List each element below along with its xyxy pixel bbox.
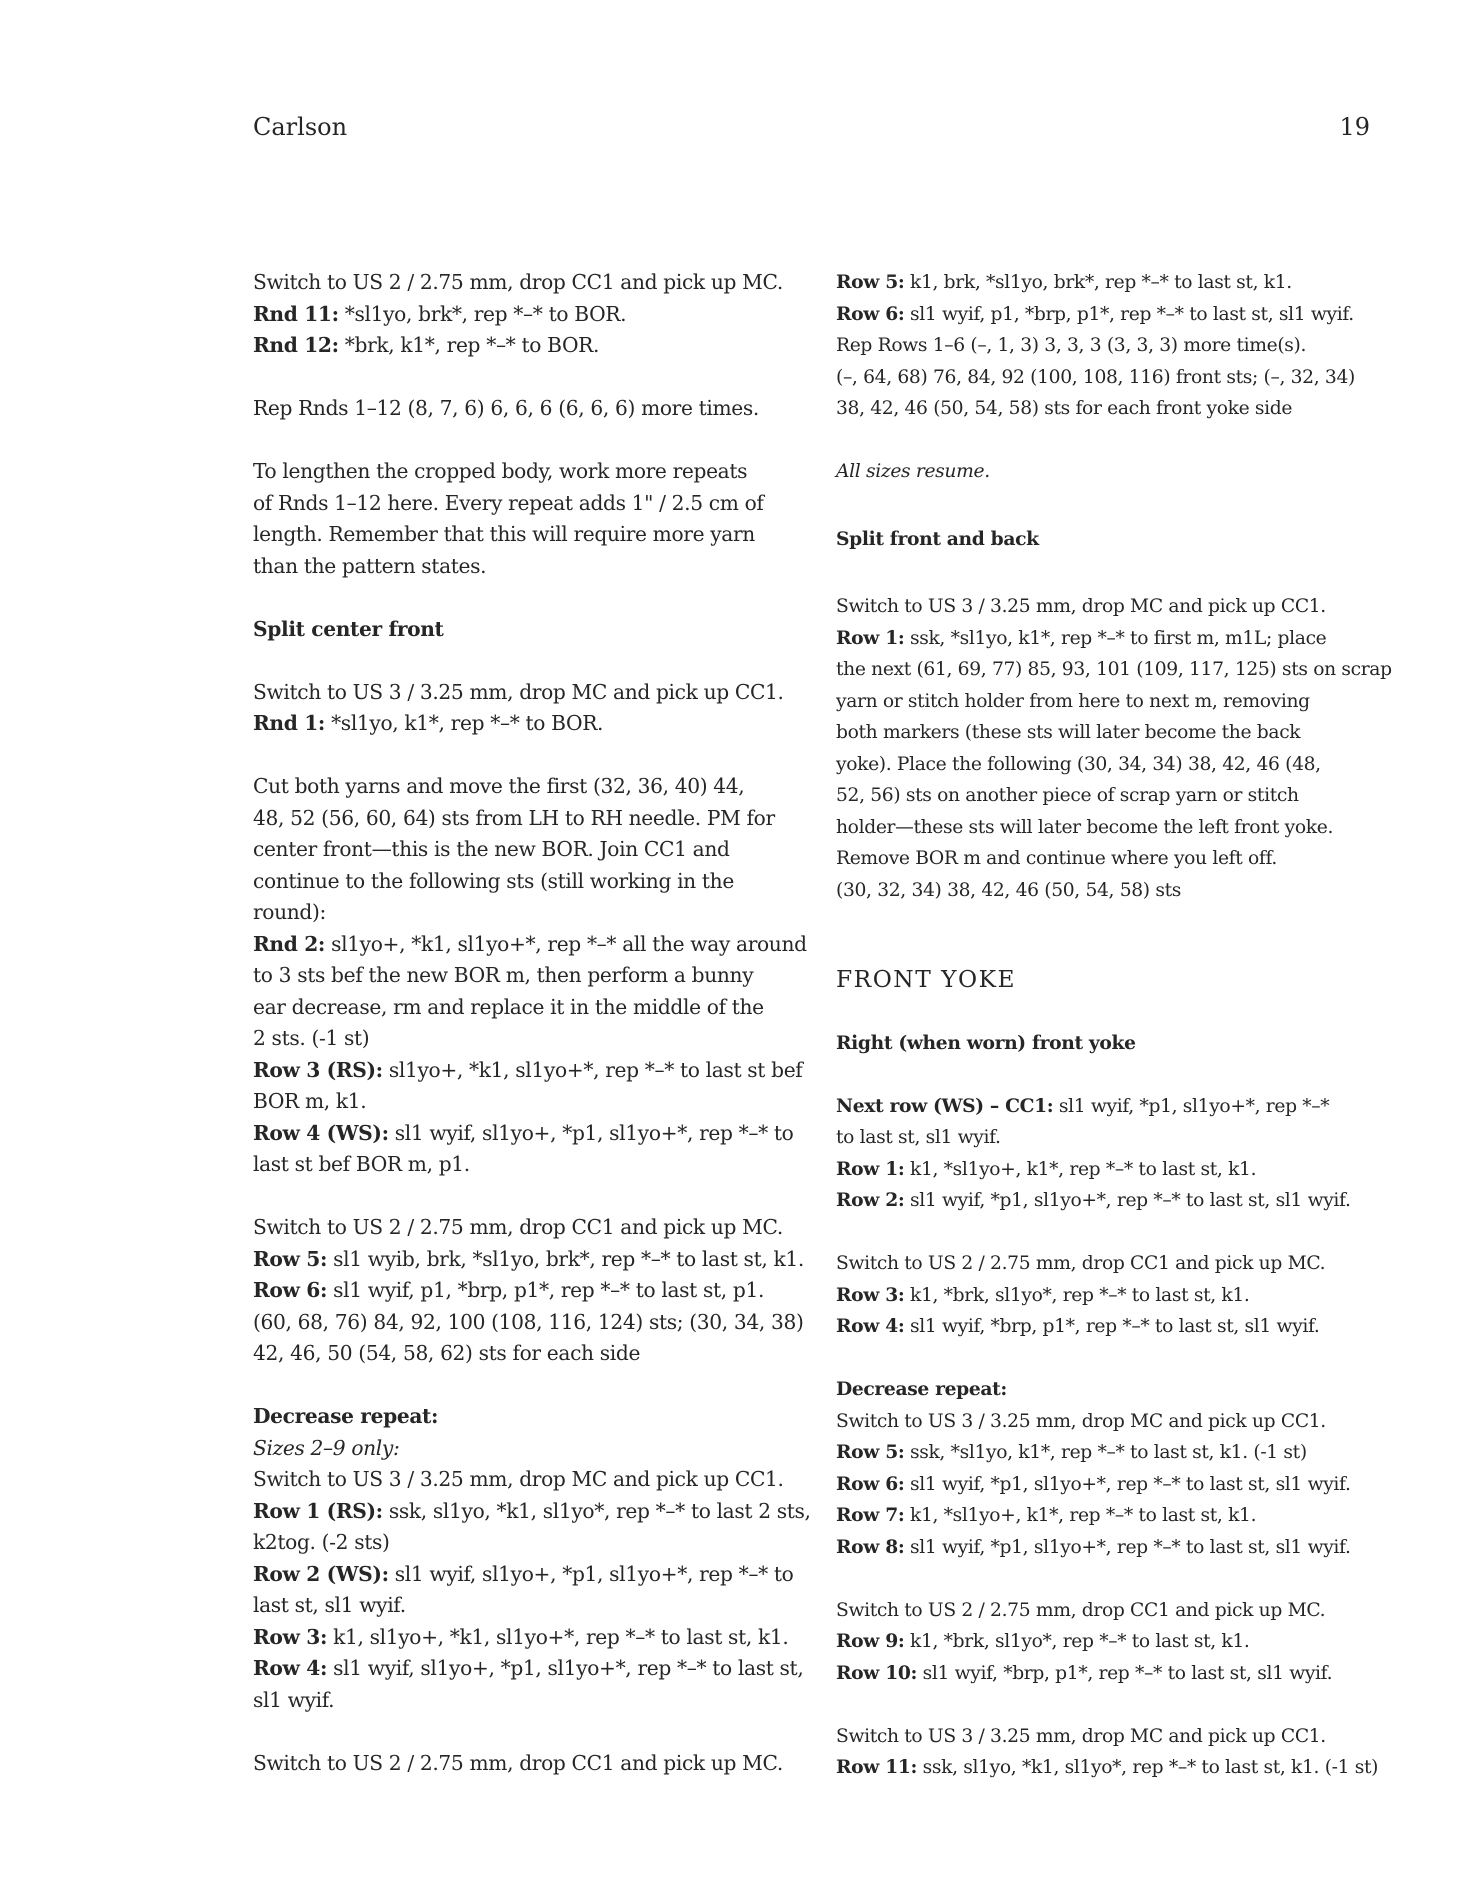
text-line [253, 551, 813, 583]
subsection-heading: Split center front [253, 616, 444, 641]
text-line [253, 834, 813, 866]
row-text: sl1 wyif, p1, *brp, p1*, rep *–* to last st, p1. [327, 1278, 765, 1302]
row-label: Row 10: [836, 1661, 918, 1684]
row-text: ear decrease, rm and replace it in the middle of the [253, 994, 764, 1019]
text-line [253, 1086, 813, 1118]
row-label: Row 4: [836, 1315, 905, 1337]
text-line [836, 1406, 1396, 1438]
row-text: sl1 wyif, *brp, p1*, rep *–* to last st, sl1 wyif. [917, 1662, 1333, 1684]
row-text: (–, 64, 68) 76, 84, 92 (100, 108, 116) front sts; (–, 32, 34) [836, 366, 1355, 388]
row-text: *sl1yo, brk*, rep *–* to BOR. [338, 301, 627, 326]
row-text: round): [253, 900, 326, 924]
text-line [836, 1469, 1396, 1501]
text-block [836, 1028, 1396, 1060]
text-line [836, 1154, 1396, 1186]
row-text: Switch to US 2 / 2.75 mm, drop CC1 and pick up MC. [253, 1750, 783, 1775]
row-text: to 3 sts bef the new BOR m, then perform a bunny [253, 963, 754, 987]
row-text: Switch to US 2 / 2.75 mm, drop CC1 and pick up MC. [836, 1599, 1326, 1621]
row-text: to last st, sl1 wyif. [836, 1127, 1001, 1148]
text-block [253, 267, 813, 362]
row-text: (30, 32, 34) 38, 42, 46 (50, 54, 58) sts [836, 879, 1181, 901]
row-text: k1, sl1yo+, *k1, sl1yo+*, rep *–* to last st, k1. [327, 1624, 789, 1649]
row-text: sl1 wyif. [253, 1687, 335, 1712]
subsection-heading: Split front and back [836, 527, 1039, 550]
text-line [836, 654, 1396, 686]
row-text: To lengthen the cropped body, work more repeats [253, 459, 748, 483]
row-text: holder—these sts will later become the left front yoke. [836, 816, 1334, 838]
row-text: ssk, sl1yo, *k1, sl1yo*, rep *–* to last st, k1. (-1 st) [917, 1757, 1379, 1778]
text-line [253, 1527, 813, 1559]
row-text: Cut both yarns and move the first (32, 36, 40) 44, [253, 774, 745, 798]
page-number: 19 [1339, 113, 1370, 141]
row-label: Row 1: [836, 1157, 905, 1180]
text-line [253, 1464, 813, 1496]
row-text: k1, *sl1yo+, k1*, rep *–* to last st, k1. [904, 1158, 1257, 1180]
text-line [836, 1185, 1396, 1217]
text-line [253, 1748, 813, 1780]
row-text: sl1 wyif, *p1, sl1yo+*, rep *–* [1053, 1095, 1330, 1117]
text-line [253, 1685, 813, 1717]
text-line [253, 1590, 813, 1622]
text-line [253, 1307, 813, 1339]
text-line [253, 1023, 813, 1055]
row-label: Row 4 (WS): [253, 1120, 389, 1145]
row-text: sl1 wyif, sl1yo+, *p1, sl1yo+*, rep *–* to [388, 1561, 794, 1586]
row-text: Rep Rnds 1–12 (8, 7, 6) 6, 6, 6 (6, 6, 6) more times. [253, 396, 759, 420]
text-line [253, 330, 813, 362]
row-text: sl1 wyif, sl1yo+, *p1, sl1yo+*, rep *–* to [388, 1120, 794, 1145]
row-text: Switch to US 2 / 2.75 mm, drop CC1 and pick up MC. [253, 270, 783, 294]
row-label: Row 1 (RS): [253, 1498, 383, 1523]
text-line [253, 456, 813, 488]
row-label: Row 2: [836, 1189, 905, 1211]
row-text: continue to the following sts (still working in the [253, 868, 734, 893]
row-label: Row 3 (RS): [253, 1057, 383, 1082]
text-line [836, 1437, 1396, 1469]
text-line [836, 362, 1396, 394]
text-line [836, 1532, 1396, 1564]
row-text: the next (61, 69, 77) 85, 93, 101 (109, 117, 125) sts on scrap [836, 659, 1392, 680]
text-line [836, 1500, 1396, 1532]
text-line [253, 1496, 813, 1528]
text-line [253, 960, 813, 992]
text-block [253, 771, 813, 1181]
text-line [836, 1248, 1396, 1280]
text-line [253, 1118, 813, 1150]
text-line [836, 267, 1396, 299]
text-line [253, 1244, 813, 1276]
row-text: sl1 wyif, *p1, sl1yo+*, rep *–* to last st, sl1 wyif. [904, 1536, 1351, 1558]
text-line [836, 330, 1396, 362]
text-line [836, 1658, 1396, 1690]
row-label: Row 5: [253, 1246, 328, 1271]
row-text: center front—this is the new BOR. Join CC1 and [253, 837, 730, 861]
text-block [253, 677, 813, 740]
italic-note: All sizes resume. [836, 461, 990, 482]
section-heading: FRONT YOKE [836, 966, 1017, 993]
text-line [253, 519, 813, 551]
text-block [253, 614, 813, 646]
text-line [836, 1626, 1396, 1658]
row-label: Row 3: [836, 1283, 905, 1306]
row-text: sl1 wyif, *p1, sl1yo+*, rep *–* to last st, sl1 wyif. [904, 1190, 1351, 1211]
running-header-author: Carlson [253, 113, 348, 141]
text-line [253, 992, 813, 1024]
row-text: of Rnds 1–12 here. Every repeat adds 1" / 2.5 cm of [253, 490, 764, 515]
row-text: *sl1yo, k1*, rep *–* to BOR. [325, 711, 604, 735]
text-line [836, 1311, 1396, 1343]
row-label: Row 5: [836, 271, 905, 293]
left-column [253, 267, 813, 1779]
text-block [836, 1595, 1396, 1690]
text-line [253, 488, 813, 520]
text-block [253, 1212, 813, 1370]
row-text: sl1 wyif, p1, *brp, p1*, rep *–* to last st, sl1 wyif. [904, 303, 1354, 325]
row-label: Row 8: [836, 1535, 905, 1558]
text-line [836, 299, 1396, 331]
row-label: Next row (WS) – CC1: [836, 1094, 1054, 1117]
row-text: *brk, k1*, rep *–* to BOR. [338, 333, 600, 357]
text-line [836, 843, 1396, 875]
row-text: Switch to US 3 / 3.25 mm, drop MC and pick up CC1. [836, 1725, 1326, 1747]
row-text: ssk, sl1yo, *k1, sl1yo*, rep *–* to last 2 sts, [382, 1498, 811, 1523]
row-label: Rnd 2: [253, 931, 325, 956]
text-line [836, 456, 1396, 488]
text-line [253, 677, 813, 709]
row-text: 52, 56) sts on another piece of scrap yarn or stitch [836, 785, 1299, 806]
text-line [253, 1338, 813, 1370]
row-text: Switch to US 3 / 3.25 mm, drop MC and pick up CC1. [253, 1467, 784, 1491]
row-text: 2 sts. (-1 st) [253, 1026, 370, 1050]
row-label: Row 3: [253, 1624, 328, 1649]
text-line [253, 866, 813, 898]
text-line [253, 803, 813, 835]
row-label: Decrease repeat: [253, 1404, 439, 1428]
text-line [253, 1275, 813, 1307]
row-label: Row 2 (WS): [253, 1561, 389, 1586]
text-line [253, 1149, 813, 1181]
row-label: Row 9: [836, 1630, 905, 1652]
text-block [836, 1248, 1396, 1343]
text-line [253, 299, 813, 331]
row-label: Row 11: [836, 1756, 918, 1778]
text-line [836, 686, 1396, 718]
text-line [836, 1122, 1396, 1154]
text-line [836, 717, 1396, 749]
row-text: length. Remember that this will require more yarn [253, 522, 755, 546]
row-text: sl1 wyif, sl1yo+, *p1, sl1yo+*, rep *–* to last st, [327, 1656, 804, 1680]
row-text: sl1 wyif, *brp, p1*, rep *–* to last st, sl1 wyif. [904, 1316, 1320, 1337]
text-line [253, 393, 813, 425]
text-block [836, 267, 1396, 425]
row-text: k2tog. (-2 sts) [253, 1530, 390, 1554]
text-block [253, 393, 813, 425]
row-label: Row 6: [836, 1472, 905, 1495]
text-line [253, 771, 813, 803]
text-line [253, 897, 813, 929]
row-text: (60, 68, 76) 84, 92, 100 (108, 116, 124) sts; (30, 34, 38) [253, 1309, 804, 1334]
row-text: Rep Rows 1–6 (–, 1, 3) 3, 3, 3 (3, 3, 3) more time(s). [836, 335, 1307, 356]
text-line [253, 1401, 813, 1433]
italic-note: Sizes 2–9 only: [253, 1435, 400, 1460]
text-line [253, 708, 813, 740]
row-label: Row 1: [836, 626, 905, 649]
text-block [836, 1374, 1396, 1563]
text-line [253, 267, 813, 299]
row-text: last st, sl1 wyif. [253, 1593, 406, 1617]
text-block [836, 964, 1396, 996]
text-line [836, 1374, 1396, 1406]
text-line [836, 623, 1396, 655]
row-label: Row 6: [836, 302, 905, 325]
text-line [836, 591, 1396, 623]
text-block [836, 1721, 1396, 1784]
text-block [836, 456, 1396, 488]
text-block [253, 1748, 813, 1780]
text-block [253, 1401, 813, 1716]
row-label: Rnd 11: [253, 301, 339, 326]
row-text: than the pattern states. [253, 553, 487, 578]
text-block [836, 524, 1396, 556]
row-text: both markers (these sts will later become the back [836, 722, 1301, 743]
text-line [253, 1653, 813, 1685]
row-text: k1, *brk, sl1yo*, rep *–* to last st, k1. [904, 1631, 1250, 1652]
row-text: Switch to US 3 / 3.25 mm, drop MC and pick up CC1. [836, 596, 1326, 617]
text-block [836, 1091, 1396, 1217]
text-block [836, 591, 1396, 906]
text-line [836, 780, 1396, 812]
row-text: Switch to US 2 / 2.75 mm, drop CC1 and pick up MC. [836, 1253, 1326, 1274]
row-label: Rnd 1: [253, 711, 325, 735]
row-text: yarn or stitch holder from here to next m, removing [836, 690, 1310, 712]
text-line [836, 875, 1396, 907]
row-text: 48, 52 (56, 60, 64) sts from LH to RH needle. PM for [253, 805, 775, 830]
row-text: Switch to US 2 / 2.75 mm, drop CC1 and pick up MC. [253, 1215, 783, 1239]
row-text: sl1yo+, *k1, sl1yo+*, rep *–* to last st bef [382, 1057, 803, 1082]
row-text: last st bef BOR m, p1. [253, 1152, 470, 1176]
row-text: sl1yo+, *k1, sl1yo+*, rep *–* all the way around [325, 931, 807, 956]
text-line [836, 812, 1396, 844]
row-text: ssk, *sl1yo, k1*, rep *–* to first m, m1L; place [904, 627, 1327, 649]
row-text: sl1 wyib, brk, *sl1yo, brk*, rep *–* to last st, k1. [327, 1246, 804, 1271]
row-label: Row 7: [836, 1504, 905, 1526]
row-text: Switch to US 3 / 3.25 mm, drop MC and pick up CC1. [836, 1410, 1326, 1432]
text-line [253, 1433, 813, 1465]
text-line [253, 1212, 813, 1244]
text-line [253, 1055, 813, 1087]
row-text: ssk, *sl1yo, k1*, rep *–* to last st, k1. (-1 st) [904, 1442, 1307, 1463]
row-text: k1, *sl1yo+, k1*, rep *–* to last st, k1. [904, 1505, 1257, 1526]
text-line [836, 1091, 1396, 1123]
row-label: Row 5: [836, 1441, 905, 1463]
text-line [836, 1595, 1396, 1627]
row-text: k1, *brk, sl1yo*, rep *–* to last st, k1. [904, 1284, 1250, 1306]
row-text: sl1 wyif, *p1, sl1yo+*, rep *–* to last st, sl1 wyif. [904, 1473, 1351, 1495]
text-line [253, 929, 813, 961]
text-line [836, 1280, 1396, 1312]
row-label: Decrease repeat: [836, 1378, 1007, 1400]
row-text: 42, 46, 50 (54, 58, 62) sts for each side [253, 1341, 641, 1365]
row-label: Row 6: [253, 1278, 328, 1302]
row-label: Row 4: [253, 1656, 328, 1680]
text-line [836, 1721, 1396, 1753]
text-line [836, 1752, 1396, 1784]
text-line [836, 393, 1396, 425]
row-label: Rnd 12: [253, 333, 339, 357]
text-line [836, 749, 1396, 781]
row-text: BOR m, k1. [253, 1089, 367, 1113]
text-line [253, 1559, 813, 1591]
text-line [253, 1622, 813, 1654]
row-text: Switch to US 3 / 3.25 mm, drop MC and pick up CC1. [253, 679, 784, 704]
right-column [836, 267, 1396, 1784]
subsection-heading: Right (when worn) front yoke [836, 1031, 1136, 1054]
row-text: k1, brk, *sl1yo, brk*, rep *–* to last st, k1. [904, 272, 1292, 293]
row-text: yoke). Place the following (30, 34, 34) 38, 42, 46 (48, [836, 753, 1321, 775]
row-text: Remove BOR m and continue where you left off. [836, 848, 1277, 869]
text-block [253, 456, 813, 582]
row-text: 38, 42, 46 (50, 54, 58) sts for each front yoke side [836, 398, 1293, 419]
